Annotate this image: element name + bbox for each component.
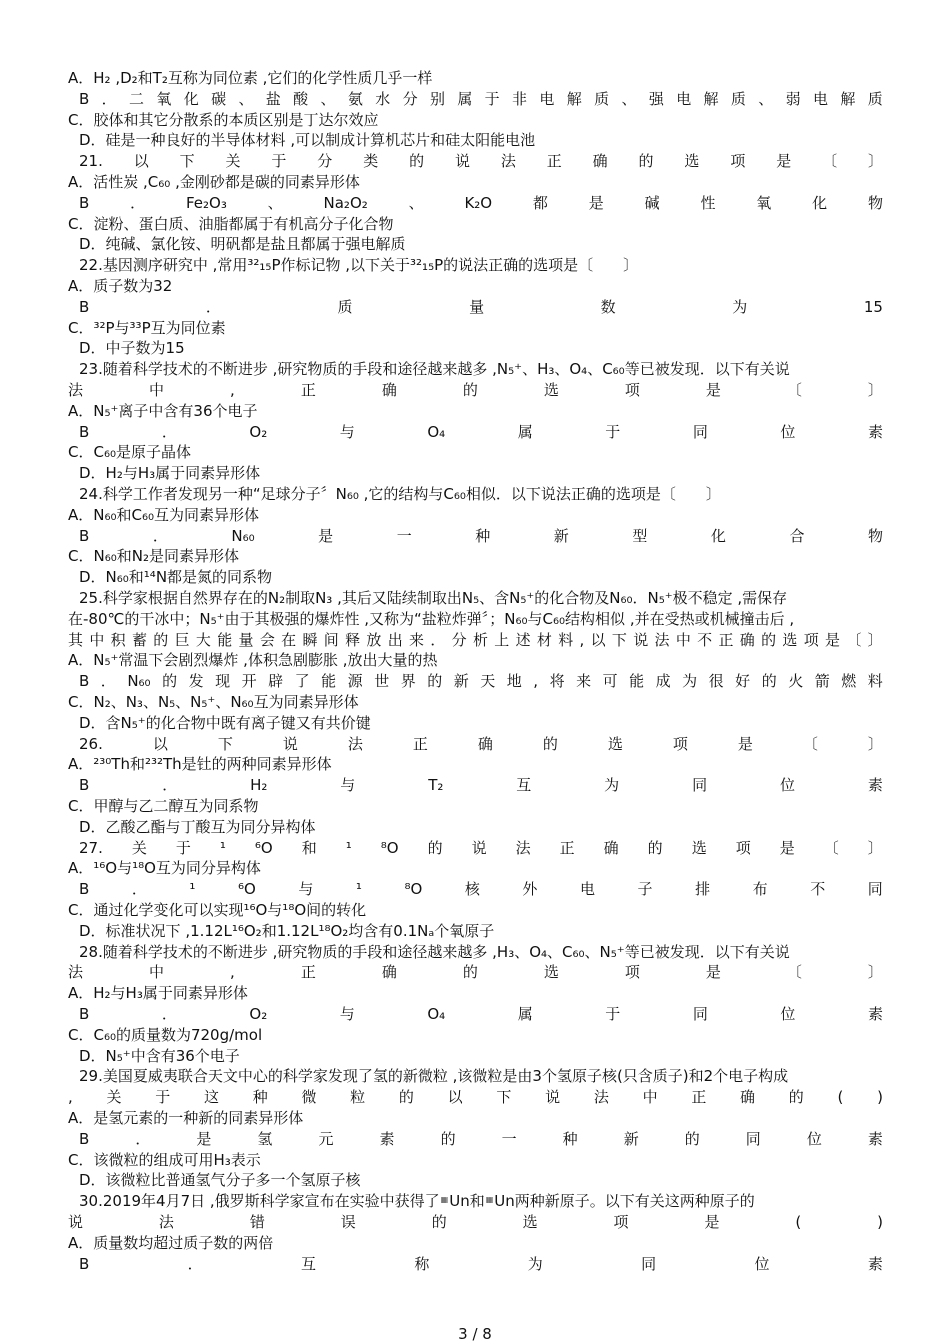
text-line: 28.随着科学技术的不断进步 ,研究物质的手段和途径越来越多 ,H₃、O₄、C₆₀、N₅⁺等已被发现．以下有关说 <box>79 942 790 961</box>
text-line: D．N₅⁺中含有36个电子 <box>79 1046 240 1065</box>
isotope-mark-icon: ▦ <box>440 1195 449 1205</box>
text-line: C．通过化学变化可以实现¹⁶O与¹⁸O间的转化 <box>68 901 367 919</box>
text-line: 25.科学家根据自然界存在的N₂制取N₃ ,其后又陆续制取出N₅、含N₅⁺的化合物及N₆₀．N₅⁺极不稳定 ,需保存 <box>79 589 788 607</box>
text-line: C．该微粒的组成可用H₃表示 <box>68 1150 261 1169</box>
text-line: D．中子数为15 <box>79 339 185 358</box>
text-line: A．是氢元素的一种新的同素异形体 <box>68 1109 304 1127</box>
text-line: D．乙酸乙酯与丁酸互为同分异构体 <box>79 817 316 836</box>
text-line: 26. 以 下 说 法 正 确 的 选 项 是 〔 〕 <box>79 734 883 753</box>
text-line: 24.科学工作者发现另一种“足球分子〞N₆₀ ,它的结构与C₆₀相似．以下说法正确的选项是〔 〕 <box>79 485 721 503</box>
text-line: D．硅是一种良好的半导体材料 ,可以制成计算机芯片和硅太阳能电池 <box>79 131 536 150</box>
text-line: , 关 于 这 种 微 粒 的 以 下 说 法 中 正 确 的 ( ) <box>68 1088 883 1107</box>
isotope-mark-icon: ▦ <box>485 1195 494 1205</box>
text-line: C．N₆₀和N₂是同素异形体 <box>68 547 239 566</box>
text-line: 其 中 积 蓄 的 巨 大 能 量 会 在 瞬 间 释 放 出 来 ． 分 析 上 述 材 料 , 以 下 说 法 中 不 正 确 的 选 项 是 〔 〕 <box>68 630 883 649</box>
text-line: 在-80℃的干冰中；N₅⁺由于其极强的爆炸性 ,又称为“盐粒炸弹〞；N₆₀与C₆₀结构相似 ,并在受热或机械撞击后 , <box>68 609 795 628</box>
text-line: B ． Fe₂O₃ 、 Na₂O₂ 、 K₂O 都 是 碱 性 氧 化 物 <box>79 193 883 212</box>
text-line: C．N₂、N₃、N₅、N₅⁺、N₆₀互为同素异形体 <box>68 693 359 711</box>
text-line: C．C₆₀是原子晶体 <box>68 443 191 462</box>
text-line: B ． 是 氢 元 素 的 一 种 新 的 同 位 素 <box>79 1129 883 1148</box>
text-line: C．³²P与³³P互为同位素 <box>68 318 226 337</box>
text-line: D．纯碱、氯化铵、明矾都是盐且都属于强电解质 <box>79 235 406 254</box>
text-line: D．标准状况下 ,1.12L¹⁶O₂和1.12L¹⁸O₂均含有0.1Nₐ个氧原子 <box>79 921 495 940</box>
text-line: A．N₆₀和C₆₀互为同素异形体 <box>68 505 260 524</box>
text-line: C．淀粉、蛋白质、油脂都属于有机高分子化合物 <box>68 214 394 233</box>
text-line: 法 中 , 正 确 的 选 项 是 〔 〕 <box>68 381 883 399</box>
text-line: D．N₆₀和¹⁴N都是氮的同系物 <box>79 568 273 587</box>
text-line: B ． N₆₀ 的 发 现 开 辟 了 能 源 世 界 的 新 天 地 , 将 来 可 能 成 为 很 好 的 火 箭 燃 料 <box>79 672 883 691</box>
text-line: A．H₂ ,D₂和T₂互称为同位素 ,它们的化学性质几乎一样 <box>68 69 433 87</box>
text-line: D．该微粒比普通氢气分子多一个氢原子核 <box>79 1171 361 1190</box>
text-line: 21. 以 下 关 于 分 类 的 说 法 正 确 的 选 项 是 〔 〕 <box>79 152 883 171</box>
text-line: 说 法 错 误 的 选 项 是 ( ) <box>68 1213 883 1231</box>
text-line: B ． O₂ 与 O₄ 属 于 同 位 素 <box>79 422 883 441</box>
text-line: B ． 互 称 为 同 位 素 <box>79 1254 883 1273</box>
text-line: 27. 关 于 ¹ ⁶O 和 ¹ ⁸O 的 说 法 正 确 的 选 项 是 〔 〕 <box>79 838 883 857</box>
text-line: 29.美国夏威夷联合天文中心的科学家发现了氢的新微粒 ,该微粒是由3个氢原子核(只含质子)和2个电子构成 <box>79 1067 789 1086</box>
text-line: A．质量数均超过质子数的两倍 <box>68 1233 274 1252</box>
text-line: C．甲醇与乙二醇互为同系物 <box>68 797 259 815</box>
text-line: A．N₅⁺常温下会剧烈爆炸 ,体积急剧膨胀 ,放出大量的热 <box>68 651 438 670</box>
text-line: A．²³⁰Th和²³²Th是钍的两种同素异形体 <box>68 755 332 774</box>
text-line: C．胶体和其它分散系的本质区别是丁达尔效应 <box>68 110 379 129</box>
text-line: A．质子数为32 <box>68 277 173 295</box>
text-line: A．N₅⁺离子中含有36个电子 <box>68 401 258 420</box>
text-line: A．活性炭 ,C₆₀ ,金刚砂都是碳的同素异形体 <box>68 173 360 191</box>
text-line: 30.2019年4月7日 ,俄罗斯科学家宣布在实验中获得了▦Un和▦Un两种新原子。以下有关这两种原子的 <box>79 1192 755 1211</box>
text-line: A．¹⁶O与¹⁸O互为同分异构体 <box>68 859 261 878</box>
text-line: B ． O₂ 与 O₄ 属 于 同 位 素 <box>79 1005 883 1023</box>
text-line: 法 中 , 正 确 的 选 项 是 〔 〕 <box>68 963 883 982</box>
text-line: B ． 二 氧 化 碳 、 盐 酸 、 氨 水 分 别 属 于 非 电 解 质 、 强 电 解 质 、 弱 电 解 质 <box>79 89 883 108</box>
text-line: B ． N₆₀ 是 一 种 新 型 化 合 物 <box>79 526 883 545</box>
page-number: 3 / 8 <box>458 1325 492 1343</box>
text-line: C．C₆₀的质量数为720g/mol <box>68 1025 263 1044</box>
text-line: B ． ¹ ⁶O 与 ¹ ⁸O 核 外 电 子 排 布 不 同 <box>79 880 883 899</box>
text-line: B ． 质 量 数 为 15 <box>79 297 883 316</box>
text-line: 22.基因测序研究中 ,常用³²₁₅P作标记物 ,以下关于³²₁₅P的说法正确的选项是〔 〕 <box>79 256 639 275</box>
text-line: D．H₂与H₃属于同素异形体 <box>79 464 261 483</box>
text-line: D．含N₅⁺的化合物中既有离子键又有共价键 <box>79 713 371 732</box>
text-line: 23.随着科学技术的不断进步 ,研究物质的手段和途径越来越多 ,N₅⁺、H₃、O₄、C₆₀等已被发现．以下有关说 <box>79 360 790 379</box>
text-line: A．H₂与H₃属于同素异形体 <box>68 984 248 1003</box>
text-line: B ． H₂ 与 T₂ 互 为 同 位 素 <box>79 776 883 795</box>
